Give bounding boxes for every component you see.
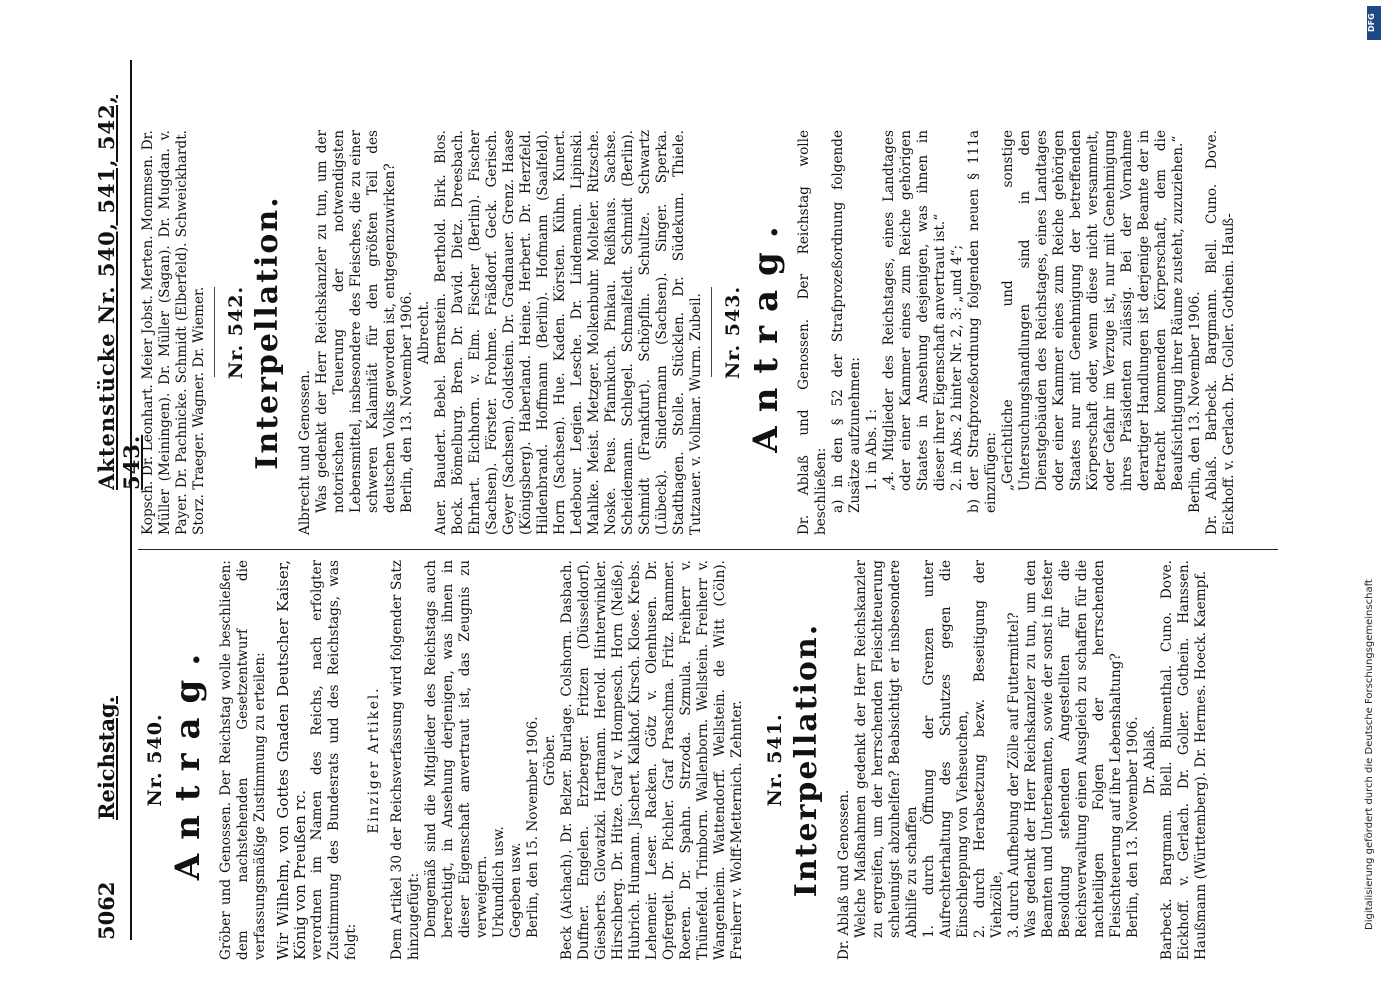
- paragraph: Dr. Ablaß und Genossen. Der Reichstag wolle beschließen:: [796, 125, 829, 535]
- paragraph: Was gedenkt der Herr Reichskanzler zu tun, um den Beamten und Unterbeamten, sowie der sonst in fester Besoldung stehenden Angestellten für die Reichsverwaltung einen Ausgleich zu schaffen für die nachteiligen Folgen der herrschenden Fleischteuerung auf ihre Lebenshaltung?: [1023, 555, 1124, 938]
- heading-nr-543: Nr. 543.: [722, 285, 744, 380]
- signature: Albrecht.: [416, 300, 432, 365]
- heading-nr-540: Nr. 540.: [144, 713, 166, 807]
- list-item: 1. durch Öffnung der Grenzen unter Aufrechterhaltung des Schutzes gegen die Einschleppung von Viehseuchen,: [921, 555, 971, 938]
- paragraph: Dr. Ablaß und Genossen.: [836, 789, 852, 960]
- signatories: Barbeck. Bargmann. Blell. Blumenthal. Cuno. Dove. Eickhoff. v. Gerlach. Dr. Goller. Gothein. Hanssen. Haußmann (Württemberg). Dr. Hermes. Hoeck. Kaempf.: [1159, 555, 1209, 960]
- paragraph: Was gedenkt der Herr Reichskanzler zu tun, um der notorischen Teuerung der notwendigsten Lebensmittel, insbesondere des Fleisches, die zu einer schweren Kalamität für den größten Teil des deutschen Volks geworden ist, entgegenzuwirken?: [314, 125, 398, 513]
- heading-interpellation-542: Interpellation.: [250, 195, 285, 470]
- left-column: [140, 555, 1310, 960]
- digitization-note: [1360, 50, 1380, 930]
- signature: Gröber.: [542, 734, 558, 786]
- heading-interpellation-541: Interpellation.: [789, 622, 824, 898]
- separator-rule: [711, 288, 712, 378]
- paragraph: Demgemäß sind die Mitglieder des Reichstags auch berechtigt, in Ansehung derjenigen, was ihnen in dieser Eigenschaft anvertraut ist, das Zeugnis zu verweigern.: [423, 555, 490, 938]
- heading-antrag-540: Antrag.: [168, 639, 208, 881]
- list-item: b) der Strafprozeßordnung folgenden neuen § 111a einzufügen:: [966, 125, 999, 513]
- heading-nr-542: Nr. 542.: [225, 285, 247, 380]
- list-item: 1. in Abs. 1:: [864, 408, 880, 491]
- header-left-title: Reichstag.: [94, 696, 119, 820]
- document-page: [48, 0, 1338, 1000]
- digitization-note-text: Digitalisierung gefördert durch die Deutsche Forschungsgemeinschaft: [1364, 579, 1375, 930]
- paragraph: Gegeben usw.: [508, 842, 524, 938]
- paragraph: Wir Wilhelm, von Gottes Gnaden Deutscher Kaiser, König von Preußen rc.: [274, 555, 309, 960]
- list-item: 3. durch Aufhebung der Zölle auf Futtermittel?: [1006, 612, 1022, 938]
- paragraph: Gröber und Genossen. Der Reichstag wolle beschließen: dem nachstehenden Gesetzentwurf die verfassungsmäßige Zustimmung zu erteilen:: [218, 555, 268, 960]
- signatories: Kopsch. Dr. Leonhart. Meier Jobst. Merten. Mommsen. Dr. Müller (Meiningen). Dr. Müller (Sagan). Dr. Mugdan. v. Payer. Dr. Pachnicke. Schmidt (Elberfeld). Schweickhardt. Storz. Traeger. Wagner. Dr. Wiemer.: [140, 125, 207, 535]
- date-line: Berlin, den 13. November 1906.: [1187, 291, 1203, 513]
- signatories: Dr. Ablaß. Barbeck. Bargmann. Blell. Cuno. Dove. Eickhoff. v. Gerlach. Dr. Goller. Gothein. Hauß-: [1204, 125, 1237, 535]
- column-divider: [138, 549, 1278, 550]
- quoted-text: „4. Mitglieder des Reichstages, eines Landtages oder einer Kammer eines zum Reiche gehörigen Staates in Ansehung desjenigen, was ihnen in dieser ihrer Eigenschaft anvertraut ist.“: [881, 125, 948, 491]
- paragraph: verordnen im Namen des Reichs, nach erfolgter Zustimmung des Bundesrats und des Reichstags, was folgt:: [309, 555, 359, 960]
- signatories: Beck (Aichach). Dr. Belzer. Burlage. Colshorn. Dasbach. Duffner. Engelen. Erzberger. Fritzen (Düsseldorf). Giesberts. Glowatzki. Hartmann. Herold. Hinterwinkler. Hirschberg. Dr. Hitze. Graf v. Hompesch. Horn (Neiße). Hubrich. Humann. Jischert. Kalkhof. Kirsch. Klose. Krebs. Lehemeir. Leser. Racken. Götz v. Olenhusen. Dr. Opfergelt. Dr. Pichler. Graf Praschma. Fritz. Rammer. Roeren. Dr. Spahn. Strzoda. Szmula. Freiherr v. Thünefeld. Trimborn. Wallenborn. Wellstein. Freiherr v. Wangenheim. Wattendorff. Wellstein. de Witt (Cöln). Freiherr v. Wolff-Metternich. Zehnter.: [559, 555, 745, 960]
- list-item: 2. in Abs. 2 hinter Nr. 2, 3: „und 4“;: [949, 244, 965, 491]
- date-line: Berlin, den 13. November 1906.: [1125, 716, 1141, 938]
- paragraph: Albrecht und Genossen.: [297, 369, 313, 535]
- separator-rule: [214, 288, 215, 378]
- paragraph: Urkundlich usw.: [491, 826, 507, 938]
- signature: Dr. Ablaß.: [1142, 725, 1158, 795]
- paragraph: Welche Maßnahmen gedenkt der Herr Reichskanzler zu ergreifen, um der herrschenden Fleischteuerung schleunigst abzuhelfen? Beabsichtigt er insbesondere Abhilfe zu schaffen: [853, 555, 920, 938]
- dfg-logo: DFG: [1367, 6, 1381, 40]
- list-item: a) in den § 52 der Strafprozeßordnung folgende Zusätze aufzunehmen:: [830, 125, 863, 513]
- date-line: Berlin, den 13. November 1906.: [399, 291, 415, 513]
- signatories: Auer. Baudert. Bebel. Bernstein. Berthold. Birk. Blos. Bock. Bömelburg. Bren. Dr. David. Dietz. Dreesbach. Ehrhart. Eichhorn. v. Elm. Fischer (Berlin). Fischer (Sachsen). Förster. Frohme. Fräßdorf. Geck. Gerisch. Geyer (Sachsen). Goldstein. Dr. Gradnauer. Grenz. Haase (Königsberg). Haberland. Heine. Herbert. Dr. Herzfeld. Hildenbrand. Hoffmann (Berlin). Hofmann (Saalfeld). Horn (Sachsen). Hue. Kaden. Körsten. Kühn. Kunert. Ledebour. Legien. Lesche. Dr. Lindemann. Lipinski. Mahlke. Meist. Metzger. Molkenbuhr. Molteler. Ritzsche. Noske. Peus. Pfannkuch. Pinkau. Reißhaus. Sachse. Scheidemann. Schlegel. Schmalfeldt. Schmidt (Berlin). Schmidt (Frankfurt). Schöpflin. Schultze. Schwartz (Lübeck). Sindermann (Sachsen). Singer. Sperka. Stadthagen. Stolle. Stücklen. Dr. Südekum. Thiele. Tutzauer. v. Vollmar. Wurm. Zubeil.: [433, 125, 704, 535]
- date-line: Berlin, den 15. November 1906.: [525, 716, 541, 938]
- paragraph: Dem Artikel 30 der Reichsverfassung wird folgender Satz hinzugefügt:: [389, 555, 422, 960]
- heading-antrag-543: Antrag.: [746, 212, 786, 453]
- quoted-text: „Gerichtliche und sonstige Untersuchungshandlungen sind in den Dienstgebäuden des Reichstages, eines Landtages oder einer Kammer eines zum Reiche gehörigen Staates nur mit Genehmigung der betreffenden Körperschaft oder, wenn diese nicht versammelt, oder Gefahr im Verzuge ist, nur mit Genehmigung ihres Präsidenten zulässig. Bei der Vornahme derartiger Handlungen ist derjenige Beamte der in Betracht kommenden Körperschaft, dem die Beaufsichtigung ihrer Räume zusteht, zuzuziehen.“: [1000, 125, 1186, 491]
- right-column: [140, 125, 1310, 535]
- header-right-title: Aktenstücke Nr. 540, 541, 542, 543.: [94, 95, 144, 490]
- article-heading: Einziger Artikel.: [366, 686, 382, 834]
- page-header: [88, 60, 144, 940]
- list-item: 2. durch Herabsetzung bezw. Beseitigung der Viehzölle,: [972, 555, 1005, 938]
- page-number: 5062: [94, 881, 119, 940]
- heading-nr-541: Nr. 541.: [764, 713, 786, 807]
